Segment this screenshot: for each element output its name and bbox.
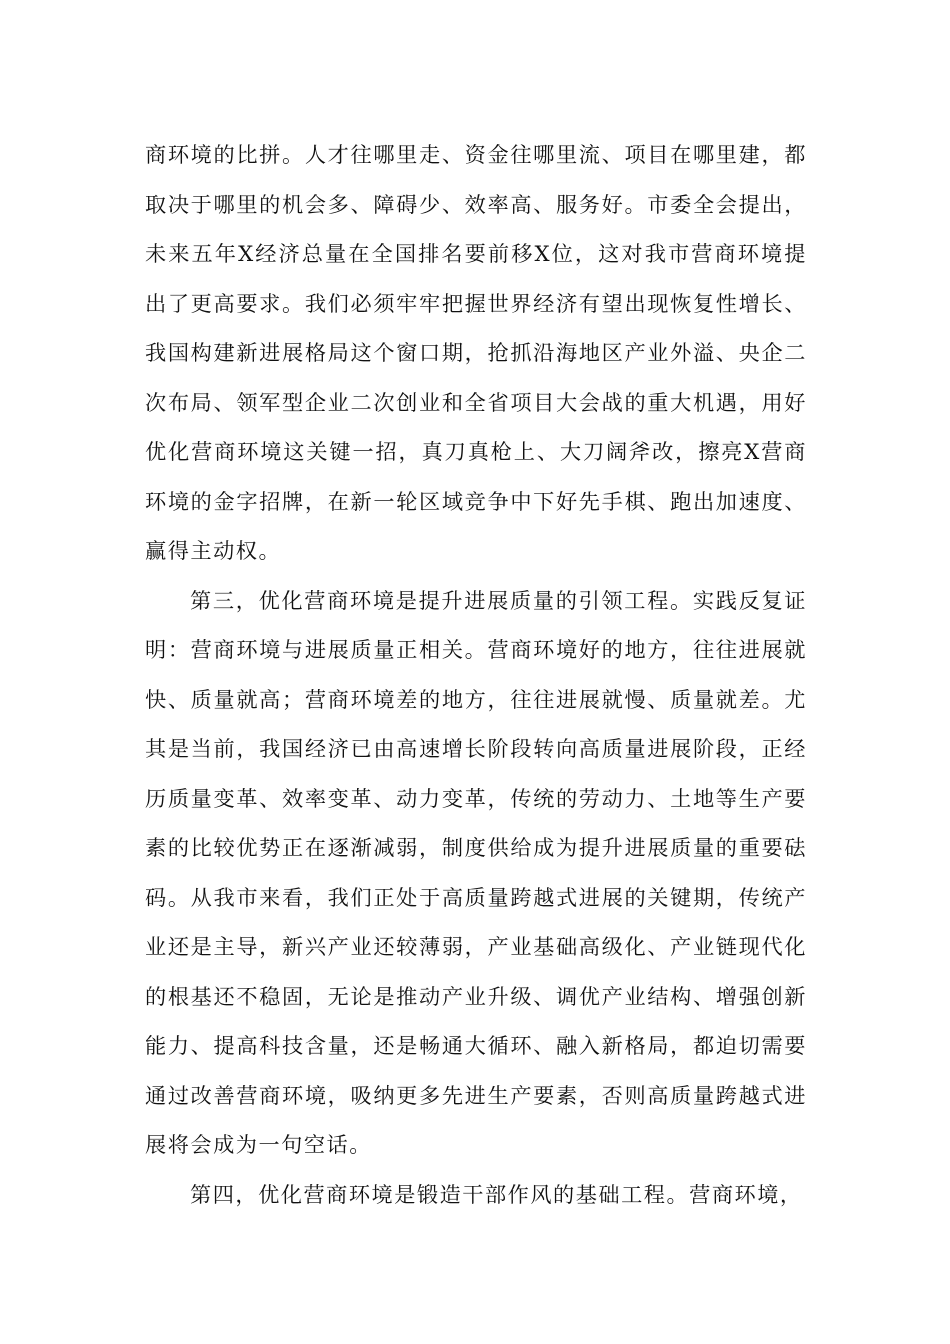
paragraph-third-point: 第三，优化营商环境是提升进展质量的引领工程。实践反复证明：营商环境与进展质量正相关。营商环境好的地方，往往进展就快、质量就高；营商环境差的地方，往往进展就慢、质量就差。尤其是当前，我国经济已由高速增长阶段转向高质量进展阶段，正经历质量变革、效率变革、动力变革，传统的劳动力、土地等生产要素的比较优势正在逐渐减弱，制度供给成为提升进展质量的重要砝码。从我市来看，我们正处于高质量跨越式进展的关键期，传统产业还是主导，新兴产业还较薄弱，产业基础高级化、产业链现代化的根基还不稳固，无论是推动产业升级、调优产业结构、增强创新能力、提高科技含量，还是畅通大循环、融入新格局，都迫切需要通过改善营商环境，吸纳更多先进生产要素，否则高质量跨越式进展将会成为一句空话。 — [145, 587, 807, 1157]
paragraph-continuation: 商环境的比拼。人才往哪里走、资金往哪里流、项目在哪里建，都取决于哪里的机会多、障碍少、效率高、服务好。市委全会提出，未来五年X经济总量在全国排名要前移X位，这对我市营商环境提出了更高要求。我们必须牢牢把握世界经济有望出现恢复性增长、我国构建新进展格局这个窗口期，抢抓沿海地区产业外溢、央企二次布局、领军型企业二次创业和全省项目大会战的重大机遇，用好优化营商环境这关键一招，真刀真枪上、大刀阔斧改，擦亮X营商环境的金字招牌，在新一轮区域竞争中下好先手棋、跑出加速度、赢得主动权。 — [145, 142, 807, 563]
body-text — [145, 130, 807, 1219]
paragraph-fourth-point: 第四，优化营商环境是锻造干部作风的基础工程。营商环境， — [190, 1181, 803, 1207]
